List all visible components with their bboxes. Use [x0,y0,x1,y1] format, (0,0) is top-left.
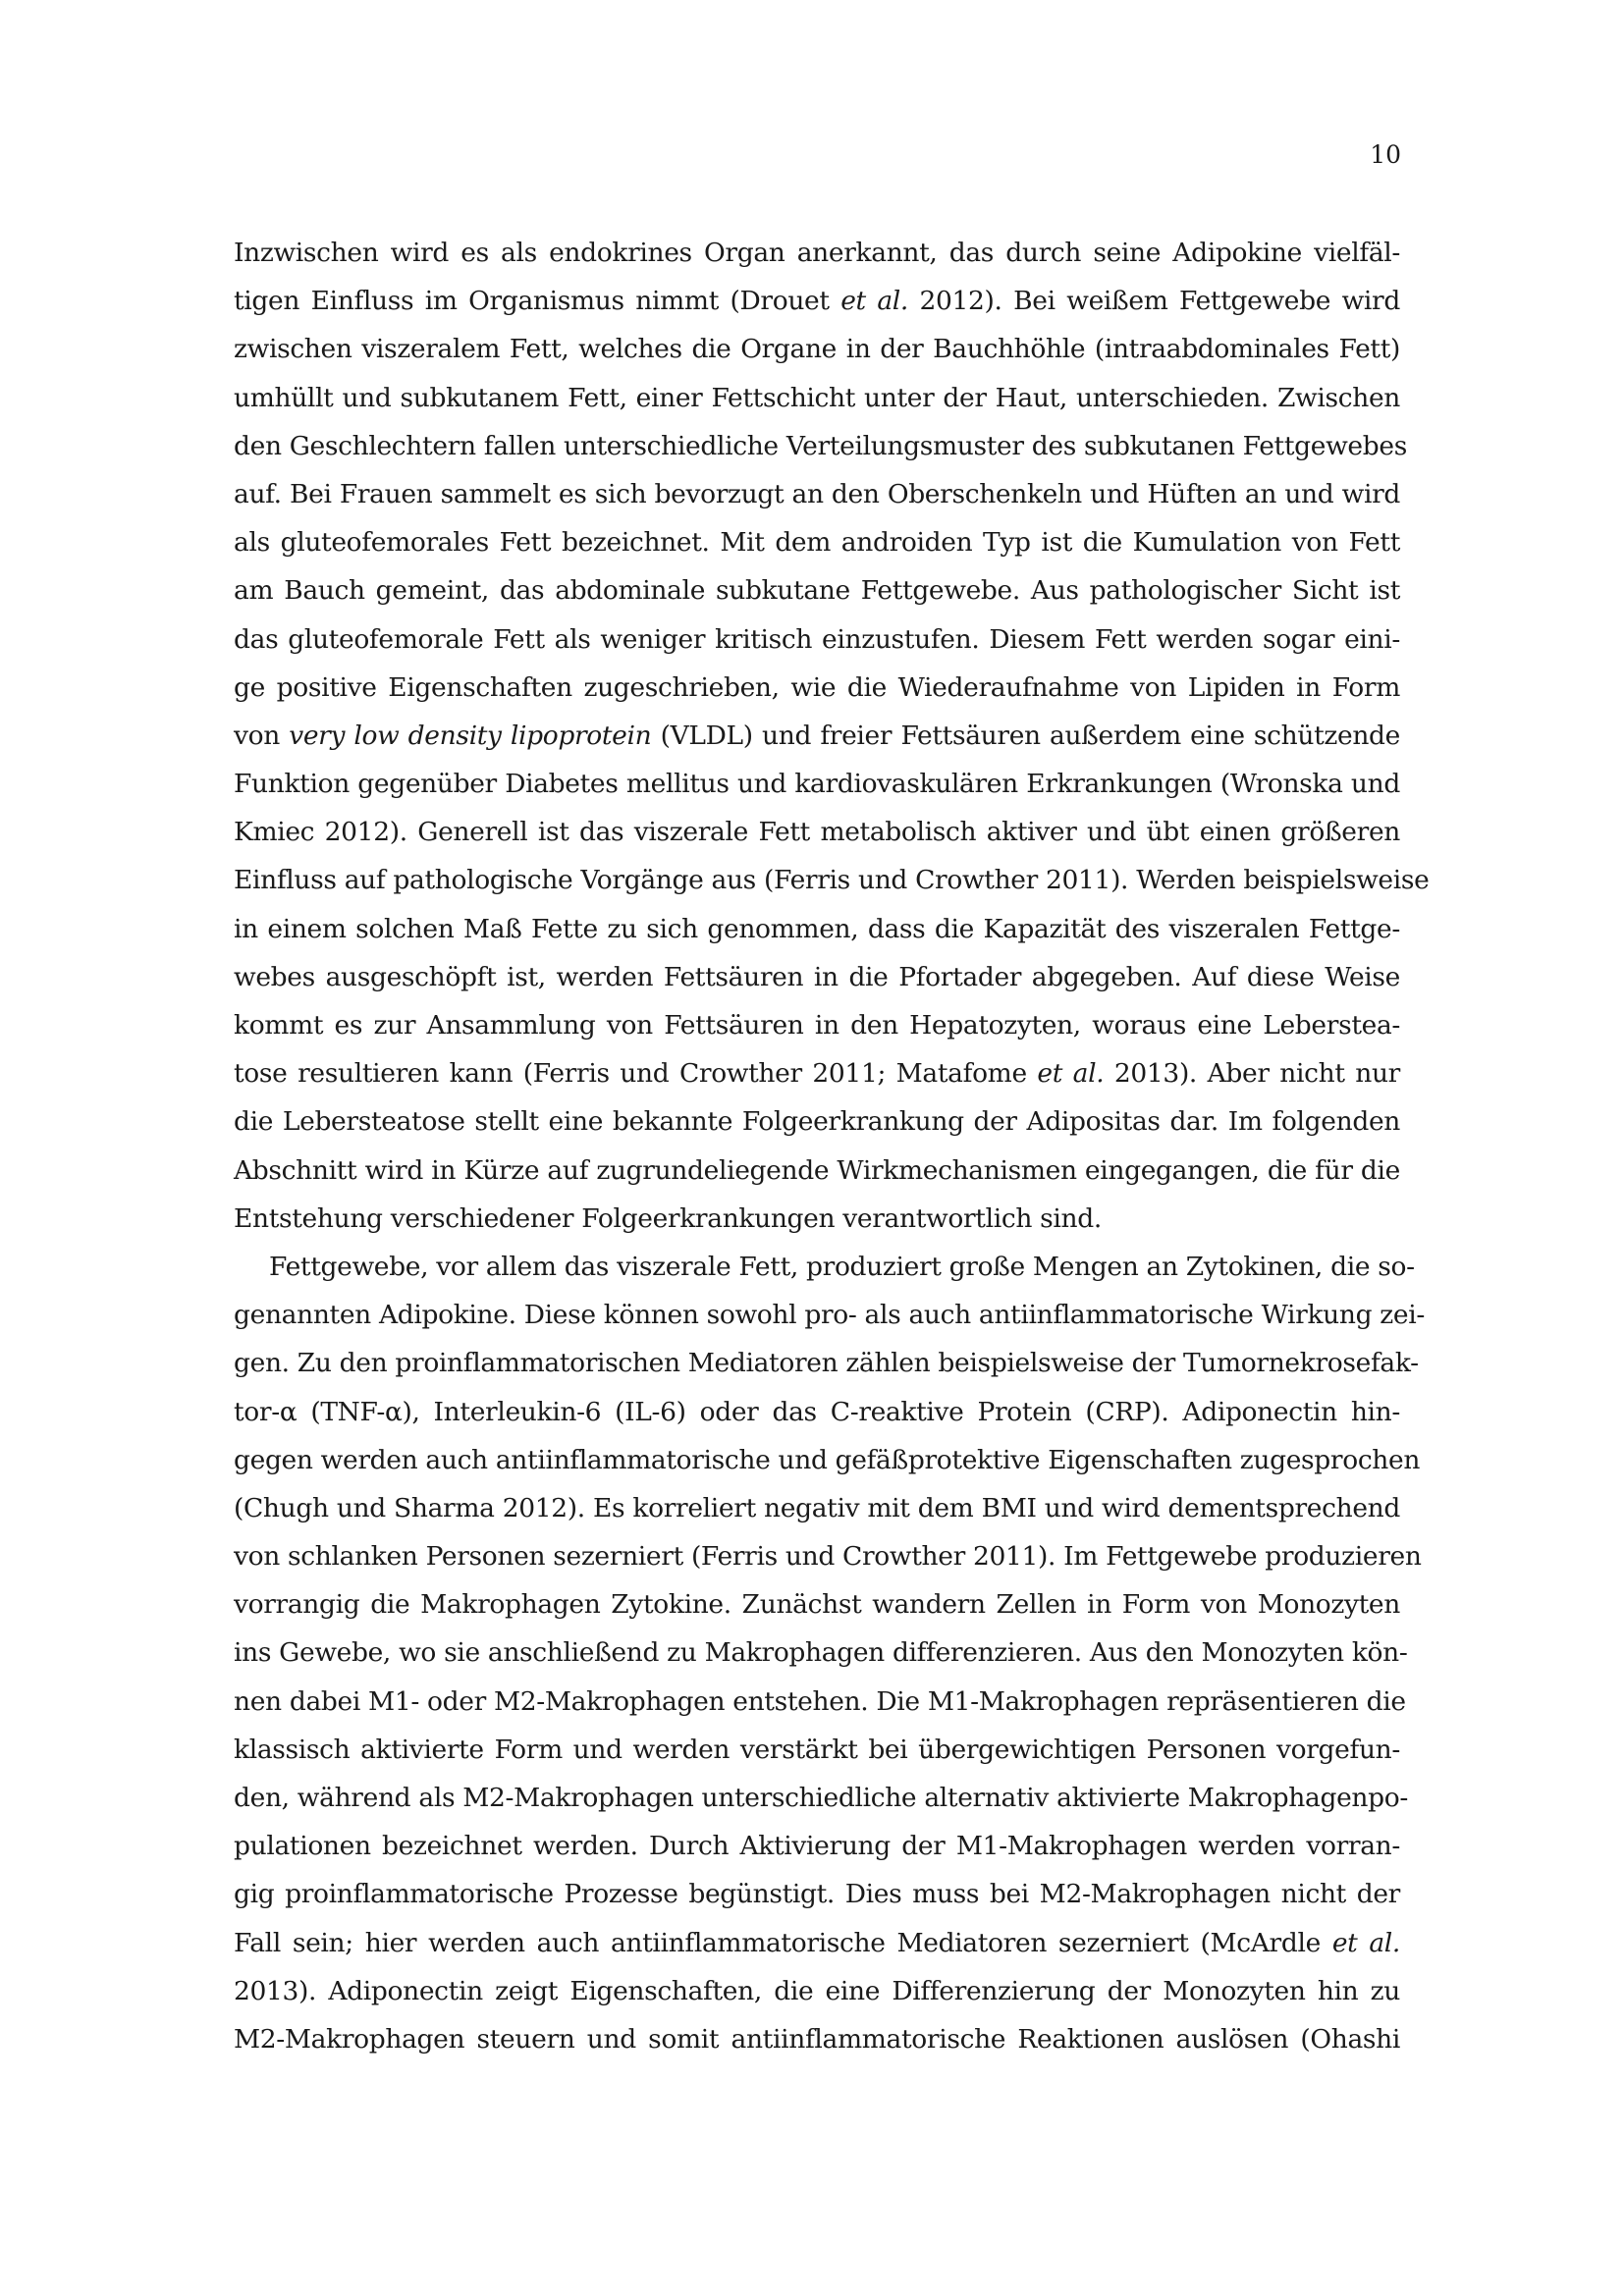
text-segment: Entstehung verschiedener Folgeerkrankungen verantwortlich sind. [234,1202,1102,1234]
text-line [234,712,1400,760]
text-segment: M2-Makrophagen steuern und somit antiinflammatorische Reaktionen auslösen (Ohashi [234,2023,1400,2055]
text-segment: webes ausgeschöpft ist, werden Fettsäuren in die Pfortader abgegeben. Auf diese Weise [234,961,1400,992]
text-line [234,518,1400,566]
text-segment: als gluteofemorales Fett bezeichnet. Mit dem androiden Typ ist die Kumulation von Fett [234,527,1400,559]
text-line [234,1484,1400,1532]
text-line [234,953,1400,1001]
body-text [234,229,1430,2063]
text-segment: die Lebersteatose stellt eine bekannte Folgeerkrankung der Adipositas dar. Im folgenden [234,1106,1400,1138]
text-segment: umhüllt und subkutanem Fett, einer Fettschicht unter der Haut, unterschieden. Zwischen [234,382,1400,413]
text-segment: ge positive Eigenschaften zugeschrieben, wie die Wiederaufnahme von Lipiden in Form [234,671,1400,703]
text-line [234,1870,1400,1918]
text-line [234,1532,1422,1580]
text-segment: kommt es zur Ansammlung von Fettsäuren in den Hepatozyten, woraus eine Leberstea- [234,1010,1400,1041]
italic-text: et al. [840,286,908,317]
italic-text: et al. [1037,1058,1105,1090]
text-segment: Kmiec 2012). Generell ist das viszerale Fett metabolisch aktiver und übt einen größeren [234,817,1400,848]
text-segment: von schlanken Personen sezerniert (Ferris und Crowther 2011). Im Fettgewebe produzieren [234,1541,1422,1573]
text-line [234,1001,1400,1049]
text-line [234,1580,1400,1629]
text-line [234,1629,1408,1677]
text-segment: Funktion gegenüber Diabetes mellitus und kardiovaskulären Erkrankungen (Wronska und [234,769,1400,800]
text-segment: (Chugh und Sharma 2012). Es korreliert negativ mit dem BMI und wird dementsprechend [234,1492,1400,1523]
text-line [234,1436,1421,1484]
text-segment: ins Gewebe, wo sie anschließend zu Makrophagen differenzieren. Aus den Monozyten kön- [234,1637,1408,1669]
text-segment: das gluteofemorale Fett als weniger kritisch einzustufen. Diesem Fett werden sogar eini- [234,623,1400,655]
page-number: 10 [1370,140,1401,169]
text-segment: genannten Adipokine. Diese können sowohl pro- als auch antiinflammatorische Wirkung zei- [234,1300,1425,1331]
text-segment: den Geschlechtern fallen unterschiedliche Verteilungsmuster des subkutanen Fettgewebes [234,430,1407,461]
text-segment: Abschnitt wird in Kürze auf zugrundeliegende Wirkmechanismen eingegangen, die für die [234,1154,1400,1186]
text-segment: von [234,720,290,751]
text-line [234,422,1407,470]
text-line [234,374,1400,422]
text-line [234,1678,1406,1726]
text-segment: auf. Bei Frauen sammelt es sich bevorzugt an den Oberschenkeln und Hüften an und wird [234,478,1400,509]
text-line [234,1919,1400,1967]
text-segment: den, während als M2-Makrophagen unterschiedliche alternativ aktivierte Makrophagenpo- [234,1783,1408,1813]
text-segment: am Bauch gemeint, das abdominale subkutane Fettgewebe. Aus pathologischer Sicht ist [234,575,1400,607]
text-segment: Inzwischen wird es als endokrines Organ anerkannt, das durch seine Adipokine vielfäl- [234,238,1400,268]
paragraph [234,1243,1425,2063]
text-line [234,325,1400,373]
text-line [234,1195,1400,1243]
text-line [234,1726,1400,1774]
text-segment: tor-α (TNF-α), Interleukin-6 (IL-6) oder das C-reaktive Protein (CRP). Adiponectin hin- [234,1396,1400,1427]
text-line [234,664,1400,712]
text-line [234,1243,1415,1291]
text-segment: 2013). Adiponectin zeigt Eigenschaften, die eine Differenzierung der Monozyten hin zu [234,1975,1400,2006]
text-segment: 2012). Bei weißem Fettgewebe wird [908,286,1400,317]
text-line [234,1097,1400,1146]
italic-text: very low density lipoprotein [289,720,652,751]
text-segment: Fall sein; hier werden auch antiinflammatorische Mediatoren sezerniert (McArdle [234,1927,1332,1958]
text-segment: nen dabei M1- oder M2-Makrophagen entstehen. Die M1-Makrophagen repräsentieren die [234,1685,1406,1717]
text-segment: gig proinflammatorische Prozesse begünstigt. Dies muss bei M2-Makrophagen nicht der [234,1879,1400,1910]
text-segment: gegen werden auch antiinflammatorische und gefäßprotektive Eigenschaften zugesprochen [234,1444,1421,1475]
text-line [234,1049,1400,1097]
text-line [234,615,1400,664]
text-line [234,470,1400,518]
text-segment: in einem solchen Maß Fette zu sich genommen, dass die Kapazität des viszeralen Fettge- [234,913,1400,944]
text-line [234,1822,1400,1870]
text-line [234,277,1400,325]
text-line [234,856,1430,904]
text-segment: tose resultieren kann (Ferris und Crowther 2011; Matafome [234,1058,1038,1090]
text-segment: gen. Zu den proinflammatorischen Mediatoren zählen beispielsweise der Tumornekrosefak- [234,1348,1419,1379]
text-line [234,1291,1425,1339]
text-segment: pulationen bezeichnet werden. Durch Aktivierung der M1-Makrophagen werden vorran- [234,1831,1400,1862]
text-line [234,1147,1400,1195]
text-line [234,1388,1400,1436]
text-line [234,905,1400,953]
text-line [234,760,1400,808]
text-segment: 2013). Aber nicht nur [1104,1058,1400,1090]
text-line [234,1339,1419,1387]
italic-text: et al. [1331,1927,1400,1958]
text-segment: vorrangig die Makrophagen Zytokine. Zunächst wandern Zellen in Form von Monozyten [234,1589,1400,1621]
text-line [234,808,1400,856]
text-segment: (VLDL) und freier Fettsäuren außerdem eine schützende [651,720,1400,751]
text-line [234,229,1400,277]
paragraph [234,229,1430,1243]
text-segment: Fettgewebe, vor allem das viszerale Fett, produziert große Mengen an Zytokinen, die so- [269,1251,1415,1282]
text-segment: klassisch aktivierte Form und werden verstärkt bei übergewichtigen Personen vorgefun- [234,1734,1400,1765]
text-segment: Einfluss auf pathologische Vorgänge aus (Ferris und Crowther 2011). Werden beispielsweise [234,865,1430,896]
text-line [234,1774,1408,1822]
text-line [234,566,1400,614]
text-line [234,1967,1400,2015]
text-line [234,2015,1400,2063]
text-segment: tigen Einfluss im Organismus nimmt (Drouet [234,286,841,317]
text-segment: zwischen viszeralem Fett, welches die Organe in der Bauchhöhle (intraabdominales Fett) [234,334,1400,365]
